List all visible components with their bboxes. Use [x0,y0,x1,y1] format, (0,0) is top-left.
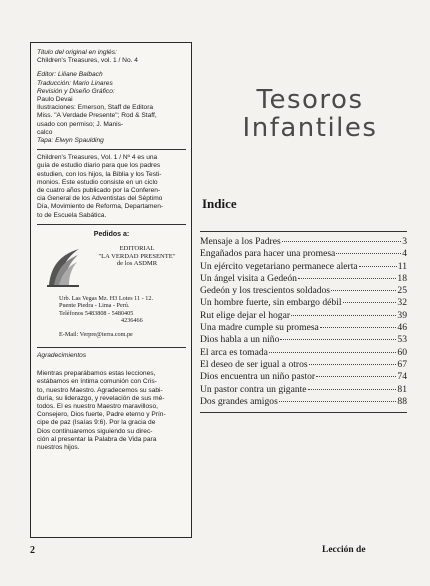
toc-entry [200,396,407,408]
description-line: to de Escuela Sabática. [37,211,107,219]
address [59,295,186,325]
dot-leader [343,302,397,303]
description-line: cia General de los Adventistas del Séptimo [37,195,163,203]
dot-leader [280,339,396,340]
email: E-Mail: Verpre@terra.com.pe [59,330,133,338]
page-number: 2 [30,545,35,556]
acknowledgements-line: Consejero, Dios fuerte, Padre eterno y Prín- [37,411,166,419]
toc-entry-page: 67 [397,358,407,370]
description-line: Día, Movimiento de Reforma, Departamen- [37,203,164,211]
address-line: Teléfonos 5483808 - 5480405 [59,309,134,317]
toc-entry-title: Rut elige dejar el hogar [200,309,291,321]
toc-entry-title: Un hombre fuerte, sin embargo débil [200,297,342,309]
toc-entry-title: Una madre cumple su promesa [200,322,319,334]
toc-entry-page: 81 [397,383,407,395]
description-line: Children's Treasures, Vol. 1 / Nº 4 es una [37,154,158,162]
toc-entry [200,384,407,396]
toc-entry-page: 39 [397,309,407,321]
description-line: estudien, con los hijos, la Biblia y los Testi- [37,170,162,178]
publisher-line: de los ASDMR [116,260,158,268]
toc-entry-title: Un pastor contra un gigante [200,383,307,395]
description-line: guía de estudio diario para que los padres [37,162,161,170]
toc-entry [200,273,407,285]
toc-entry-title: Dios encuentra un niño pastor [200,371,316,383]
description-line: de cuatro años publicado por la Conferen- [37,187,161,195]
orders-heading: Pedidos a: [93,230,130,238]
toc-entry-title: El arca es tomada [200,346,268,358]
acknowledgements-line: to, nuestro Maestro. Agradecemos su sabi- [37,386,163,394]
acknowledgements-line: estábamos en íntima comunión con Cris- [37,378,157,386]
revision-label: Revisión y Diseño Gráfico: [37,87,115,95]
toc-entry [200,371,407,383]
dot-leader [279,401,397,402]
illustrations-credit-3: usado con permiso; J. Manis- [37,120,124,128]
dot-leader [316,376,396,377]
footer-lesson-label: Lección de [322,545,366,555]
credits-box [30,42,192,538]
toc-entry [200,359,407,371]
divider [37,347,186,348]
divider [37,149,186,150]
toc-entry-title: Gedeón y los trescientos soldados [200,285,331,297]
toc-entry-page: 18 [397,272,407,284]
toc-entry [200,322,407,334]
title-line: Tesoros [256,85,364,115]
toc-entry-title: Dios habla a un niño [200,334,280,346]
original-title: Children's Treasures, vol. 1 / No. 4 [37,57,138,65]
dot-leader [291,315,396,316]
toc-entry [200,285,407,297]
acknowledgements-line: todos. El es nuestro Maestro maravilloso, [37,402,158,410]
toc-entry-page: 11 [397,260,407,272]
acknowledgements-line: duría, su liderazgo, y revelación de sus mé- [37,394,165,402]
publisher-line: EDITORIAL [119,245,155,253]
editor-credit: Editor: Liliane Balbach [37,71,103,79]
toc-entry-page: 4 [402,248,407,260]
publisher-block [37,243,186,293]
dot-leader [309,364,397,365]
toc-entry-page: 32 [397,297,407,309]
toc-entry-title: Mensaje a los Padres [200,236,281,247]
toc-entry [200,334,407,346]
toc-entry [200,236,407,248]
original-title-label: Titulo del original en inglés: [37,49,117,56]
toc-entry-title: El deseo de ser igual a otros [200,358,308,370]
description [37,154,186,220]
dot-leader [359,266,397,267]
publisher-logo-icon [45,245,83,289]
acknowledgements-line: cipe de paz (Isaías 9:6). Por la gracia de [37,419,156,427]
acknowledgements-line: ción al presentar la Palabra de Vida para [37,435,157,443]
acknowledgements-line: Dios continuaremos siguiendo su direc- [37,427,153,435]
illustrations-credit-1: Ilustraciones: Emerson, Staff de Editora [37,104,154,112]
index-heading: Indice [202,196,237,211]
toc-entry-page: 88 [397,395,407,407]
cover-credit: Tapa: Elwyn Spaulding [37,137,104,145]
toc-entry [200,297,407,309]
address-line: Puente Piedra - Lima - Perú. [59,302,130,310]
translation-credit: Traducción: Mario Linares [37,79,113,87]
toc-entry-page: 53 [397,334,407,346]
dot-leader [282,241,401,242]
dot-leader [269,352,396,353]
toc-entry [200,347,407,359]
dot-leader [331,290,396,291]
title-line: Infantiles [242,113,378,143]
description-line: monios. Este estudio consiste en un ciclo [37,178,158,186]
toc-entry-title: Un ejército vegetariano permanece alerta [200,260,358,272]
toc-entry-page: 46 [397,322,407,334]
toc-entry-page: 60 [397,346,407,358]
address-line: Urb. Las Vegas Mz. H3 Lotes 11 - 12. [59,295,153,303]
toc-entry [200,261,407,273]
illustrations-credit-2: Miss. "A Verdade Presente"; Rod & Staff, [37,112,157,120]
acknowledgements-text [37,370,186,452]
publisher-line: "LA VERDAD PRESENTE" [98,252,176,260]
toc-entry-page: 3 [402,236,407,247]
revision-name: Paulo Devai [37,96,73,104]
toc-entry-page: 74 [397,371,407,383]
toc-entry-title: Dos grandes amigos [200,395,278,407]
dot-leader [298,278,396,279]
toc-entry-page: 25 [397,285,407,297]
address-line: 4236466 [121,317,143,325]
page-title [205,86,415,142]
divider [37,224,186,225]
dot-leader [336,253,401,254]
acknowledgements-line: nuestros hijos. [37,443,80,451]
dot-leader [308,389,397,390]
dot-leader [320,327,397,328]
illustrations-credit-4: calco [37,128,53,136]
table-of-contents [200,231,407,413]
toc-entry [200,248,407,260]
acknowledgements-line: Mientras preparábamos estas lecciones, [37,370,156,378]
toc-entry-title: Engañados para hacer una promesa [200,248,336,260]
toc-entry-title: Un ángel visita a Gedeón [200,272,297,284]
toc-entry [200,310,407,322]
acknowledgements-heading: Agradecimientos [37,351,87,359]
